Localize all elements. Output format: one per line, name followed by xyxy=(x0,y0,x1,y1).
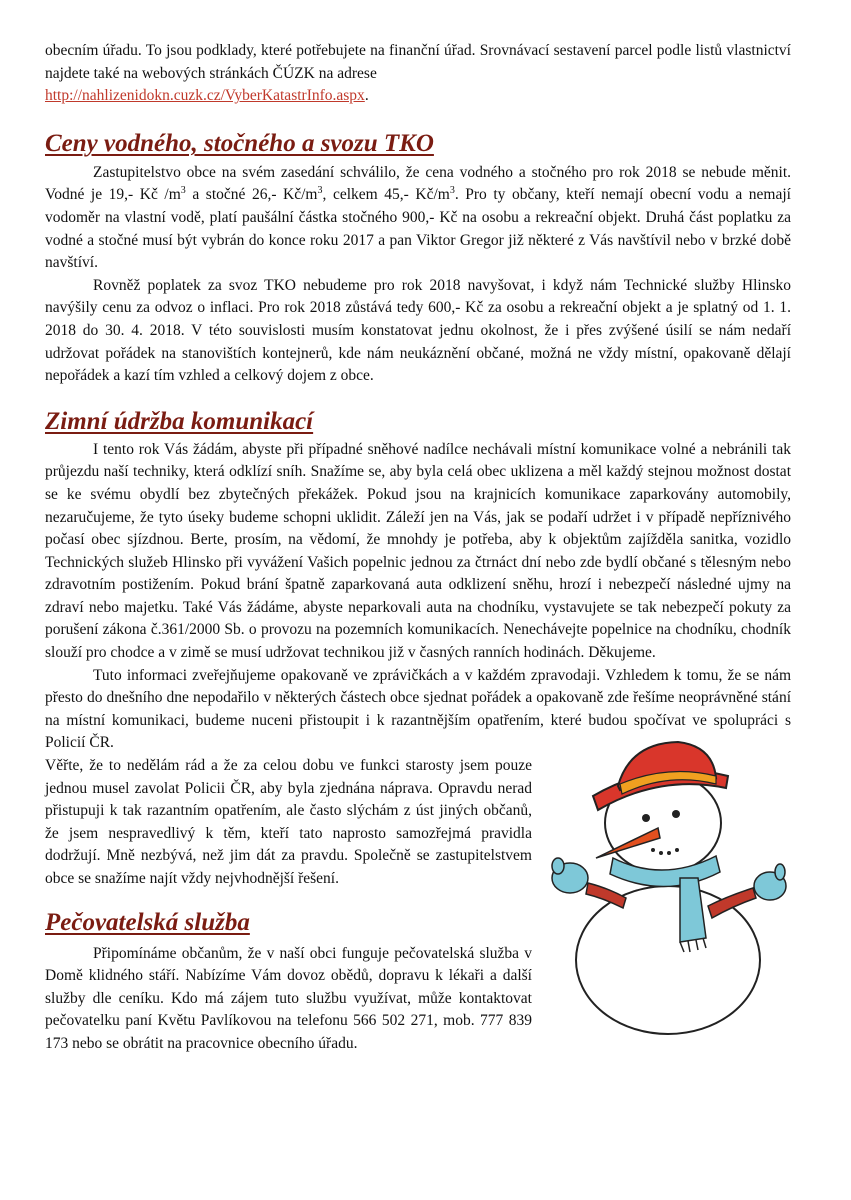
heading-pecovatelska: Pečovatelská služba xyxy=(45,908,250,936)
zimni-paragraph-2: Tuto informaci zveřejňujeme opakovaně ve zprávičkách a v každém zpravodaji. Vzhledem k tomu, že se nám přesto do dnešního dne nepodařilo v některých částech obce sjednat pořádek a opakovaně zde řešíme neoprávněné stání na místní komunikaci, budeme nuceni přistoupit i k razantnějším opatřením, které budou spočívat ve spolupráci s Policií ČR. xyxy=(45,666,791,752)
heading-ceny: Ceny vodného, stočného a svozu TKO xyxy=(45,129,434,157)
intro-text: obecním úřadu. To jsou podklady, které potřebujete na finanční úřad. Srovnávací sestavení parcel podle listů vlastnictví najdete také na webových stránkách ČÚZK na adrese xyxy=(45,42,791,82)
cuzk-link[interactable]: http://nahlizenidokn.cuzk.cz/VyberKatastrInfo.aspx xyxy=(45,87,365,105)
pecovatelska-paragraph: Připomínáme občanům, že v naší obci funguje pečovatelská služba v Domě klidného stáří. Nabízíme Vám dovoz obědů, dopravu k lékaři a další služby dle ceníku. Kdo má zájem tuto službu využívat, může kontaktovat pečovatelku paní Květu Pavlíkovou na telefonu 566 502 271, mob. 777 839 173 nebo se obrátit na pracovnice obecního úřadu. xyxy=(45,944,532,1052)
heading-zimni: Zimní údržba komunikací xyxy=(45,407,314,435)
snowman-illustration xyxy=(548,738,788,1038)
zimni-paragraph-1: I tento rok Vás žádám, abyste při případné sněhové nadílce nechávali místní komunikace volné a nebránili tak průjezdu naší techniky, která odklízí sníh. Snažíme se, aby byla celá obec uklizena a měl každý stejnou možnost dostat se ke svému obydlí bez zbytečných překážek. Pokud jsou na krajnicích komunikace zaparkovány automobily, nezaručujeme, že tyto úseky budeme schopni uklidit. Záleží jen na Vás, jak se podaří udržet i v případě nepříznivého počasí obec sjízdnou. Berte, prosím, na vědomí, že mnohdy je potřeba, aby k objektům zajížděla sanitka, vozidlo Technických služeb Hlinsko při vyvážení Vašich popelnic jednou za čtrnáct dní nebo zde bydlí občané s tělesným nebo zdravotním postižením. Pokud brání špatně zaparkovaná auta odklizení sněhu, hrozí i nebezpečí následné ujmy na zdraví nebo majetku. Také Vás žádáme, abyste neparkovali auta na chodníku, vystavujete se tak nebezpečí pokuty za porušení zákona č.361/2000 Sb. o provozu na pozemních komunikacích. Nenechávejte popelnice na chodníku, chodník slouží pro chodce a v zimě se musí udržovat technikou již v časných ranních hodinách. Děkujeme. xyxy=(45,440,791,662)
zimni-paragraph-2-cont: Věřte, že to nedělám rád a že za celou dobu ve funkci starosty jsem pouze jednou musel zavolat Policii ČR, aby byla zjednána náprava. Opravdu nerad přistupuji k tak razantním opatřením, ale často slýchám z úst jiných občanů, že jsem nespravedlivý k těm, kteří tato naprosto samozřejmá pravidla dodržují. Mně nezbývá, než jim dát za pravdu. Společně se zastupitelstvem obce se snažíme najít vždy nejvhodnější řešení. xyxy=(45,757,532,887)
ceny-paragraph-1: Zastupitelstvo obce na svém zasedání schválilo, že cena vodného a stočného pro rok 2018 se nebude měnit. Vodné je 19,- Kč $/m^3$ a stočné 26,- $Kč/m^3$, celkem 45,- $Kč/m^3$. Pro ty občany, kteří nemají obecní vodu a nemají vodoměr na vlastní vodě, platí paušální částka stočného 900,- Kč na osobu a rekreační objekt. Druhá část poplatku za vodné a stočné musí být vybrán do konce roku 2017 a pan Viktor Gregor již některé z Vás navštívil nebo v brzké době navštíví. xyxy=(45,163,791,272)
ceny-paragraph-2: Rovněž poplatek za svoz TKO nebudeme pro rok 2018 navyšovat, i když nám Technické služby Hlinsko navýšily cenu za odvoz o inflaci. Pro rok 2018 zůstává tedy 600,- Kč za osobu a rekreační objekt a je splatný od 1. 1. 2018 do 30. 4. 2018. V této souvislosti musím konstatovat jednu okolnost, že i přes zvýšené úsilí se nám nedaří udržovat pořádek na stanovištích kontejnerů, kde nám neukáznění občané, možná ne vždy místní, opakovaně dělají nepořádek a kazí tím vzhled a celkový dojem z obce. xyxy=(45,276,791,385)
intro-paragraph: obecním úřadu. To jsou podklady, které potřebujete na finanční úřad. Srovnávací sestavení parcel podle listů vlastnictví najdete také na webových stránkách ČÚZK na adrese http://nahlizenidokn.cuzk.cz/VyberKatastrInfo.aspx. xyxy=(45,42,791,105)
